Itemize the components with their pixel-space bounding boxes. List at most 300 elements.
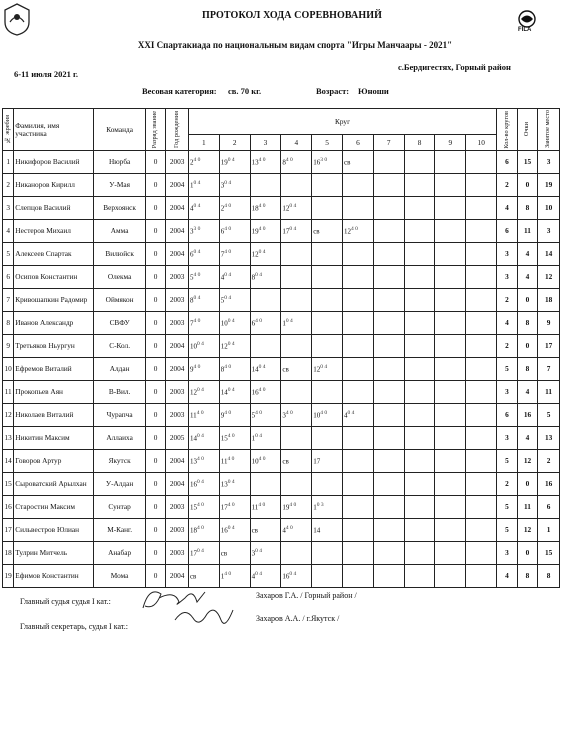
row-year: 2003 bbox=[166, 151, 189, 174]
row-points: 16 bbox=[517, 404, 538, 427]
row-num: 14 bbox=[3, 450, 14, 473]
round-cell bbox=[435, 335, 466, 358]
row-points: 8 bbox=[517, 197, 538, 220]
opponent-number: 13 bbox=[189, 457, 197, 466]
opponent-number: 8 bbox=[189, 296, 194, 305]
row-num: 12 bbox=[3, 404, 14, 427]
round-cell bbox=[343, 220, 374, 243]
opponent-number: 2 bbox=[189, 158, 194, 167]
row-team: Нюрба bbox=[94, 151, 145, 174]
bout-score: 4 0 bbox=[224, 363, 232, 370]
table-row bbox=[3, 519, 560, 542]
opponent-number: 11 bbox=[251, 503, 259, 512]
opponent-number: св bbox=[220, 549, 228, 558]
bout-score: 4 0 bbox=[320, 409, 328, 416]
round-cell bbox=[466, 450, 497, 473]
bout-score: 4 0 bbox=[351, 225, 358, 232]
bout-score: 0 4 bbox=[227, 317, 235, 324]
opponent-number: 15 bbox=[220, 434, 228, 443]
round-cell bbox=[312, 197, 343, 220]
round-cell bbox=[373, 312, 404, 335]
row-year: 2003 bbox=[166, 542, 189, 565]
opponent-number: св bbox=[251, 526, 258, 535]
row-rank: 0 bbox=[145, 450, 166, 473]
round-cell bbox=[404, 289, 435, 312]
round-cell bbox=[404, 381, 435, 404]
opponent-number: 5 bbox=[251, 411, 256, 420]
round-cell bbox=[435, 289, 466, 312]
round-cell bbox=[188, 151, 219, 174]
round-cell bbox=[312, 542, 343, 565]
round-cell bbox=[373, 496, 404, 519]
round-cell bbox=[343, 427, 374, 450]
row-rank: 0 bbox=[145, 289, 166, 312]
round-cell bbox=[250, 220, 281, 243]
row-points: 0 bbox=[517, 335, 538, 358]
table-row bbox=[3, 174, 560, 197]
round-cell bbox=[312, 427, 343, 450]
row-count: 5 bbox=[497, 450, 518, 473]
row-points: 8 bbox=[517, 312, 538, 335]
row-team: В-Вил. bbox=[94, 381, 145, 404]
table-row bbox=[3, 243, 560, 266]
row-name: Никитин Максим bbox=[14, 427, 94, 450]
row-num: 15 bbox=[3, 473, 14, 496]
round-cell bbox=[281, 427, 312, 450]
bout-score: 0 4 bbox=[289, 225, 297, 232]
opponent-number: св bbox=[189, 572, 197, 581]
row-place: 5 bbox=[538, 404, 560, 427]
bout-score: 0 4 bbox=[255, 432, 262, 439]
round-cell bbox=[435, 473, 466, 496]
row-name: Тулрин Митчель bbox=[14, 542, 94, 565]
round-cell bbox=[188, 266, 219, 289]
round-cell bbox=[343, 542, 374, 565]
round-cell bbox=[219, 496, 250, 519]
round-cell bbox=[435, 243, 466, 266]
round-cell bbox=[373, 151, 404, 174]
row-name: Ефремов Виталий bbox=[14, 358, 94, 381]
col-header-place: Занятое место bbox=[538, 109, 560, 151]
row-rank: 0 bbox=[145, 174, 166, 197]
round-cell bbox=[373, 473, 404, 496]
round-cell bbox=[435, 312, 466, 335]
bout-score: 4 0 bbox=[258, 386, 266, 393]
row-points: 4 bbox=[517, 381, 538, 404]
row-place: 15 bbox=[538, 542, 560, 565]
bout-score: 4 0 bbox=[193, 271, 201, 278]
round-cell bbox=[250, 312, 281, 335]
opponent-number: 7 bbox=[189, 319, 194, 328]
col-header-points: Очки bbox=[517, 109, 538, 151]
round-cell bbox=[250, 519, 281, 542]
round-cell bbox=[219, 404, 250, 427]
row-place: 13 bbox=[538, 427, 560, 450]
row-points: 8 bbox=[517, 358, 538, 381]
round-cell bbox=[312, 381, 343, 404]
round-cell bbox=[343, 312, 374, 335]
row-year: 2003 bbox=[166, 312, 189, 335]
round-cell bbox=[404, 450, 435, 473]
round-cell bbox=[281, 565, 312, 588]
row-rank: 0 bbox=[145, 358, 166, 381]
row-num: 8 bbox=[3, 312, 14, 335]
results-table bbox=[2, 108, 560, 588]
table-row bbox=[3, 289, 560, 312]
round-cell bbox=[188, 427, 219, 450]
round-cell bbox=[188, 473, 219, 496]
round-cell bbox=[188, 174, 219, 197]
row-rank: 0 bbox=[145, 266, 166, 289]
round-cell bbox=[281, 381, 312, 404]
bout-score: 3 0 bbox=[193, 225, 201, 232]
row-place: 1 bbox=[538, 519, 560, 542]
row-points: 0 bbox=[517, 174, 538, 197]
row-place: 3 bbox=[538, 151, 560, 174]
round-cell bbox=[435, 151, 466, 174]
row-count: 4 bbox=[497, 565, 518, 588]
round-cell bbox=[312, 565, 343, 588]
round-cell bbox=[466, 335, 497, 358]
row-team: Анабар bbox=[94, 542, 145, 565]
bout-score: 4 0 bbox=[196, 409, 204, 416]
opponent-number: 8 bbox=[220, 365, 225, 374]
round-cell bbox=[373, 427, 404, 450]
round-cell bbox=[466, 243, 497, 266]
round-cell bbox=[312, 519, 343, 542]
row-name: Слепцов Василий bbox=[14, 197, 94, 220]
competition-subtitle: XXI Спартакиада по национальным видам спорта "Игры Манчаары - 2021" bbox=[137, 40, 453, 50]
round-cell bbox=[466, 197, 497, 220]
bout-score: 0 4 bbox=[193, 294, 201, 301]
row-count: 4 bbox=[497, 312, 518, 335]
round-cell bbox=[466, 519, 497, 542]
opponent-number: 13 bbox=[220, 480, 228, 489]
round-cell bbox=[219, 335, 250, 358]
round-cell bbox=[219, 427, 250, 450]
opponent-number: 10 bbox=[313, 411, 321, 420]
round-cell bbox=[404, 197, 435, 220]
table-row bbox=[3, 335, 560, 358]
secretary-label: Главный секретарь, судья I кат.: bbox=[20, 622, 128, 631]
round-cell bbox=[188, 519, 219, 542]
round-cell bbox=[312, 335, 343, 358]
row-points: 15 bbox=[517, 151, 538, 174]
row-team: Вилюйск bbox=[94, 243, 145, 266]
round-cell bbox=[435, 565, 466, 588]
round-cell bbox=[219, 266, 250, 289]
row-team: У-Мая bbox=[94, 174, 145, 197]
table-row bbox=[3, 565, 560, 588]
row-team: Оймякон bbox=[94, 289, 145, 312]
bout-score: 0 4 bbox=[196, 547, 204, 554]
event-location: с.Бердигестях, Горный район bbox=[398, 62, 511, 72]
secretary-name: Захаров А.А. / г.Якутск / bbox=[256, 614, 340, 623]
row-place: 14 bbox=[538, 243, 560, 266]
table-row bbox=[3, 312, 560, 335]
opponent-number: 18 bbox=[251, 204, 259, 213]
round-cell bbox=[188, 220, 219, 243]
age-label: Возраст: bbox=[316, 86, 350, 96]
opponent-number: 14 bbox=[251, 365, 259, 374]
opponent-number: 19 bbox=[282, 503, 290, 512]
round-cell bbox=[435, 174, 466, 197]
row-name: Прокопьев Аян bbox=[14, 381, 94, 404]
round-cell bbox=[188, 381, 219, 404]
table-row bbox=[3, 220, 560, 243]
row-points: 12 bbox=[517, 450, 538, 473]
col-header-num: № жребия bbox=[3, 109, 14, 151]
round-cell bbox=[219, 542, 250, 565]
row-rank: 0 bbox=[145, 243, 166, 266]
round-cell bbox=[219, 289, 250, 312]
opponent-number: 17 bbox=[282, 227, 290, 236]
round-cell bbox=[466, 496, 497, 519]
round-cell bbox=[404, 427, 435, 450]
opponent-number: 1 bbox=[282, 319, 286, 328]
round-cell bbox=[250, 335, 281, 358]
table-row bbox=[3, 542, 560, 565]
row-year: 2004 bbox=[166, 335, 189, 358]
opponent-number: 12 bbox=[344, 227, 351, 236]
col-header-year: Год рождения bbox=[166, 109, 189, 151]
round-cell bbox=[312, 404, 343, 427]
round-cell bbox=[343, 381, 374, 404]
bout-score: 0 4 bbox=[227, 156, 235, 163]
round-cell bbox=[466, 565, 497, 588]
opponent-number: 15 bbox=[189, 503, 197, 512]
round-cell bbox=[281, 151, 312, 174]
row-year: 2004 bbox=[166, 197, 189, 220]
table-row bbox=[3, 151, 560, 174]
round-cell bbox=[281, 289, 312, 312]
row-num: 3 bbox=[3, 197, 14, 220]
row-year: 2004 bbox=[166, 220, 189, 243]
row-place: 7 bbox=[538, 358, 560, 381]
bout-score: 4 0 bbox=[196, 501, 204, 508]
bout-score: 4 0 bbox=[224, 570, 232, 577]
bout-score: 4 0 bbox=[258, 202, 266, 209]
opponent-number: 16 bbox=[282, 572, 290, 581]
bout-score: 4 0 bbox=[196, 524, 204, 531]
round-cell bbox=[250, 565, 281, 588]
opponent-number: 3 bbox=[282, 411, 286, 420]
round-cell bbox=[343, 450, 374, 473]
row-num: 10 bbox=[3, 358, 14, 381]
opponent-number: 12 bbox=[313, 365, 321, 374]
round-cell bbox=[373, 289, 404, 312]
round-cell bbox=[312, 289, 343, 312]
table-row bbox=[3, 450, 560, 473]
round-cell bbox=[343, 358, 374, 381]
round-cell bbox=[466, 473, 497, 496]
col-header-rounds: Круг bbox=[188, 109, 496, 135]
row-place: 11 bbox=[538, 381, 560, 404]
judge-label: Главный судья судья I кат.: bbox=[20, 597, 111, 606]
row-team: Чурапча bbox=[94, 404, 145, 427]
bout-score: 4 0 bbox=[224, 225, 232, 232]
bout-score: 0 4 bbox=[193, 202, 201, 209]
round-cell bbox=[435, 266, 466, 289]
round-cell bbox=[188, 358, 219, 381]
opponent-number: 10 bbox=[251, 457, 259, 466]
bout-score: 4 0 bbox=[227, 432, 235, 439]
round-cell bbox=[404, 220, 435, 243]
bout-score: 4 0 bbox=[227, 455, 235, 462]
round-cell bbox=[312, 496, 343, 519]
row-points: 8 bbox=[517, 565, 538, 588]
col-header-name: Фамилия, имя участника bbox=[14, 109, 94, 151]
round-cell bbox=[466, 381, 497, 404]
opponent-number: св bbox=[344, 158, 351, 167]
opponent-number: св bbox=[282, 365, 289, 374]
row-name: Никаноров Кирилл bbox=[14, 174, 94, 197]
bout-score: 4 0 bbox=[289, 501, 297, 508]
opponent-number: 10 bbox=[220, 319, 228, 328]
fila-label: FILA bbox=[518, 27, 532, 33]
round-cell bbox=[404, 358, 435, 381]
row-num: 13 bbox=[3, 427, 14, 450]
round-cell bbox=[373, 542, 404, 565]
opponent-number: св bbox=[282, 457, 289, 466]
row-num: 5 bbox=[3, 243, 14, 266]
row-count: 2 bbox=[497, 174, 518, 197]
row-num: 2 bbox=[3, 174, 14, 197]
bout-score: 0 4 bbox=[285, 317, 293, 324]
row-place: 3 bbox=[538, 220, 560, 243]
round-cell bbox=[188, 542, 219, 565]
round-cell bbox=[219, 358, 250, 381]
col-header-round-4: 4 bbox=[281, 135, 312, 151]
row-name: Алексеев Спартак bbox=[14, 243, 94, 266]
round-cell bbox=[219, 450, 250, 473]
opponent-number: 1 bbox=[251, 434, 256, 443]
row-name: Осипов Константин bbox=[14, 266, 94, 289]
round-cell bbox=[404, 404, 435, 427]
round-cell bbox=[250, 151, 281, 174]
opponent-number: 14 bbox=[313, 526, 321, 535]
round-cell bbox=[343, 335, 374, 358]
bout-score: 0 4 bbox=[347, 409, 355, 416]
round-cell bbox=[250, 358, 281, 381]
row-count: 5 bbox=[497, 358, 518, 381]
opponent-number: 17 bbox=[313, 457, 321, 466]
round-cell bbox=[219, 243, 250, 266]
round-cell bbox=[435, 496, 466, 519]
round-cell bbox=[188, 404, 219, 427]
table-row bbox=[3, 427, 560, 450]
row-rank: 0 bbox=[145, 404, 166, 427]
bout-score: 4 0 bbox=[227, 501, 235, 508]
row-team: СВФУ bbox=[94, 312, 145, 335]
round-cell bbox=[219, 473, 250, 496]
row-num: 19 bbox=[3, 565, 14, 588]
round-cell bbox=[435, 358, 466, 381]
row-rank: 0 bbox=[145, 427, 166, 450]
opponent-number: св bbox=[313, 227, 320, 236]
row-points: 0 bbox=[517, 473, 538, 496]
round-cell bbox=[343, 404, 374, 427]
opponent-number: 11 bbox=[220, 457, 228, 466]
row-place: 9 bbox=[538, 312, 560, 335]
opponent-number: 5 bbox=[189, 273, 194, 282]
round-cell bbox=[404, 335, 435, 358]
bout-score: 0 4 bbox=[255, 547, 262, 554]
row-rank: 0 bbox=[145, 151, 166, 174]
bout-score: 4 0 bbox=[258, 501, 266, 508]
round-cell bbox=[312, 243, 343, 266]
opponent-number: 9 bbox=[189, 365, 194, 374]
row-name: Николаев Виталий bbox=[14, 404, 94, 427]
row-place: 6 bbox=[538, 496, 560, 519]
bout-score: 0 4 bbox=[320, 363, 328, 370]
bout-score: 0 3 bbox=[316, 501, 324, 508]
round-cell bbox=[219, 151, 250, 174]
round-cell bbox=[188, 197, 219, 220]
round-cell bbox=[373, 335, 404, 358]
opponent-number: 19 bbox=[251, 227, 259, 236]
round-cell bbox=[281, 496, 312, 519]
round-cell bbox=[312, 450, 343, 473]
round-cell bbox=[250, 289, 281, 312]
round-cell bbox=[404, 266, 435, 289]
opponent-number: 14 bbox=[189, 434, 197, 443]
row-place: 10 bbox=[538, 197, 560, 220]
row-count: 2 bbox=[497, 289, 518, 312]
opponent-number: 18 bbox=[189, 526, 197, 535]
row-count: 2 bbox=[497, 335, 518, 358]
round-cell bbox=[466, 289, 497, 312]
round-cell bbox=[219, 174, 250, 197]
judge-signature bbox=[135, 580, 240, 635]
bout-score: 0 4 bbox=[227, 386, 235, 393]
row-points: 4 bbox=[517, 266, 538, 289]
round-cell bbox=[312, 358, 343, 381]
row-count: 3 bbox=[497, 266, 518, 289]
row-year: 2003 bbox=[166, 289, 189, 312]
round-cell bbox=[466, 312, 497, 335]
row-place: 18 bbox=[538, 289, 560, 312]
opponent-number: 14 bbox=[220, 388, 228, 397]
opponent-number: 19 bbox=[220, 158, 228, 167]
row-year: 2004 bbox=[166, 565, 189, 588]
round-cell bbox=[250, 473, 281, 496]
bout-score: 4 0 bbox=[193, 317, 201, 324]
round-cell bbox=[343, 496, 374, 519]
round-cell bbox=[281, 312, 312, 335]
bout-score: 4 0 bbox=[285, 524, 293, 531]
row-num: 1 bbox=[3, 151, 14, 174]
bout-score: 0 4 bbox=[196, 386, 204, 393]
table-row bbox=[3, 381, 560, 404]
round-cell bbox=[250, 496, 281, 519]
round-cell bbox=[312, 151, 343, 174]
row-rank: 0 bbox=[145, 381, 166, 404]
round-cell bbox=[373, 381, 404, 404]
bout-score: 0 4 bbox=[227, 478, 235, 485]
round-cell bbox=[466, 404, 497, 427]
round-cell bbox=[435, 197, 466, 220]
row-year: 2004 bbox=[166, 358, 189, 381]
row-name: Третьяков Ньургун bbox=[14, 335, 94, 358]
col-header-round-1: 1 bbox=[188, 135, 219, 151]
round-cell bbox=[188, 289, 219, 312]
round-cell bbox=[250, 427, 281, 450]
row-count: 3 bbox=[497, 381, 518, 404]
row-team: С-Кол. bbox=[94, 335, 145, 358]
table-row bbox=[3, 496, 560, 519]
opponent-number: 12 bbox=[220, 342, 228, 351]
